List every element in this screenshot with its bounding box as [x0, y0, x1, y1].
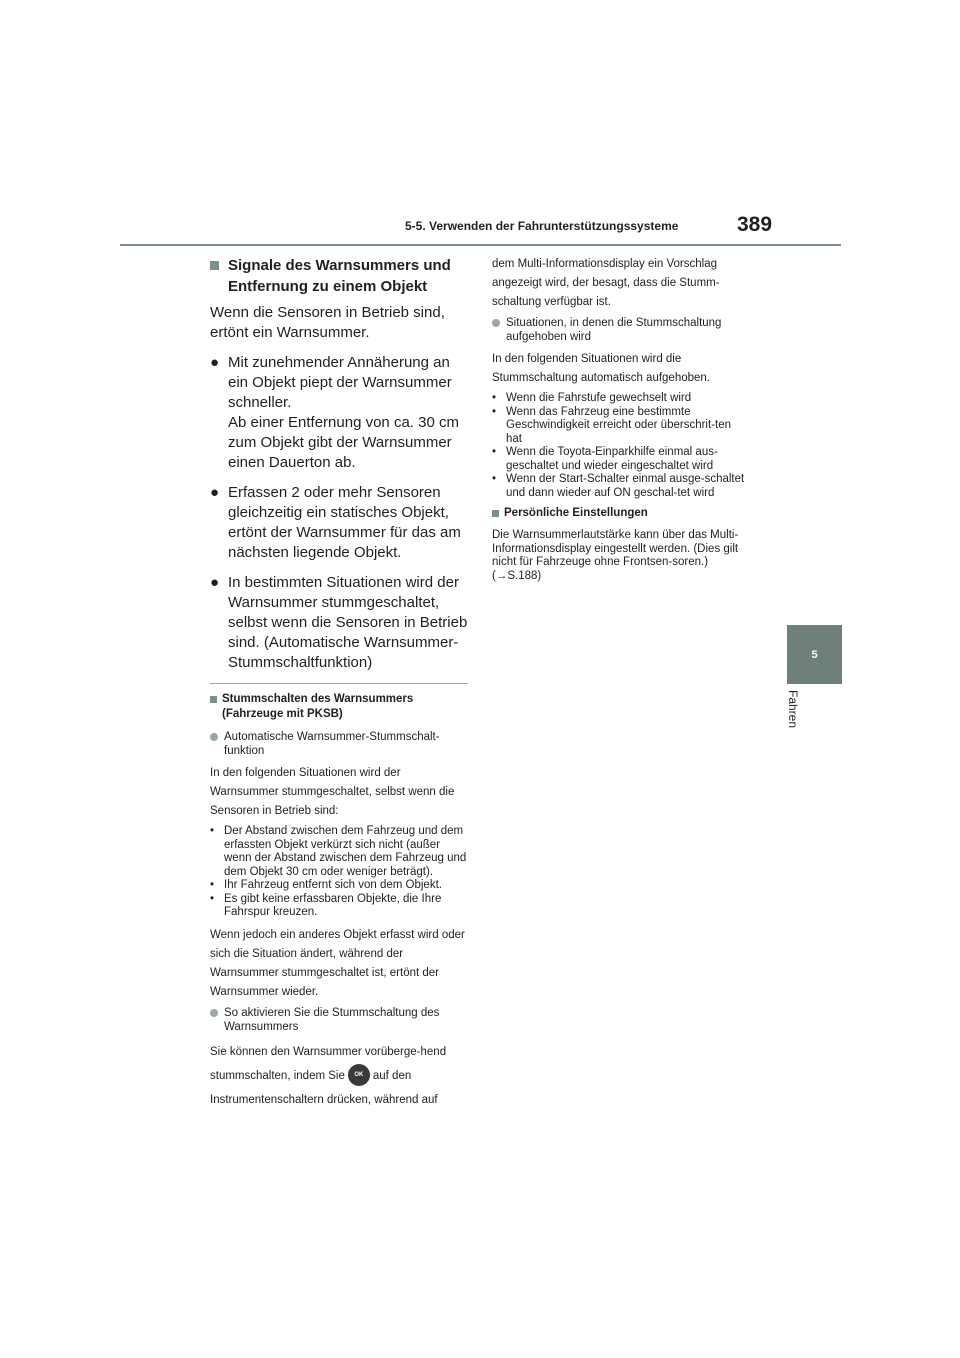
- circle-bullet-icon: [210, 733, 218, 741]
- paragraph: Wenn jedoch ein anderes Objekt erfasst wird oder sich die Situation ändert, während der Warnsummer stummgeschaltet ist, ertönt der Warnsummer wieder.: [210, 928, 465, 998]
- page-number: 389: [737, 213, 773, 236]
- paragraph: In den folgenden Situationen wird der Warnsummer stummgeschaltet, selbst wenn die Sensoren in Betrieb sind:: [210, 767, 455, 817]
- intro-text: Wenn die Sensoren in Betrieb sind, ertönt ein Warnsummer.: [210, 304, 445, 341]
- chapter-number: 5: [811, 648, 818, 661]
- section-title: 5-5. Verwenden der Fahrunterstützungssysteme: [405, 219, 679, 233]
- list-item: • Wenn das Fahrzeug eine bestimmte Geschwindigkeit erreicht oder überschrit-ten hat: [492, 405, 731, 445]
- heading-personal-settings: Persönliche Einstellungen: [492, 506, 748, 521]
- list-item: ● In bestimmten Situationen wird der Warnsummer stummgeschaltet, selbst wenn die Sensoren in Betrieb sind. (Automatische Warnsummer-Stummschaltfunktion): [210, 574, 468, 671]
- list-item: • Ihr Fahrzeug entfernt sich von dem Objekt.: [210, 879, 442, 891]
- list-item: ● Mit zunehmender Annäherung an ein Objekt piept der Warnsummer schneller. Ab einer Entfernung von ca. 30 cm zum Objekt gibt der Warnsummer einen Dauerton ab.: [210, 354, 459, 471]
- list-item: • Wenn die Fahrstufe gewechselt wird: [492, 392, 692, 404]
- chapter-tab[interactable]: [787, 625, 842, 684]
- bullet-dot-icon: ●: [210, 354, 220, 371]
- square-bullet-icon: [210, 696, 217, 703]
- list-item: • Der Abstand zwischen dem Fahrzeug und dem erfassten Objekt verkürzt sich nicht (außer wenn der Abstand zwischen dem Fahrzeug und dem Objekt 30 cm oder weniger beträgt).: [210, 825, 467, 878]
- list-item: • Es gibt keine erfassbaren Objekte, die Ihre Fahrspur kreuzen.: [210, 892, 442, 918]
- paragraph: Sie können den Warnsummer vorüberge-hend stummschalten, indem Sie OK auf den Instrumentenschaltern drücken, während auf: [210, 1045, 447, 1106]
- chapter-label-box: [786, 690, 800, 740]
- square-bullet-icon: [492, 510, 499, 517]
- bullet-dot-icon: ●: [210, 484, 220, 501]
- note-item: Automatische Warnsummer-Stummschalt-funktion: [210, 730, 468, 758]
- circle-bullet-icon: [492, 319, 500, 327]
- paragraph: In den folgenden Situationen wird die Stummschaltung automatisch aufgehoben.: [492, 353, 710, 384]
- right-column: [492, 255, 748, 587]
- bullet-dot-icon: ●: [210, 574, 220, 591]
- header-rule: [120, 244, 841, 246]
- note-item: Situationen, in denen die Stummschaltung aufgehoben wird: [492, 316, 748, 344]
- circle-bullet-icon: [210, 1009, 218, 1017]
- section-divider: [210, 683, 468, 684]
- heading-mute: Stummschalten des Warnsummers (Fahrzeuge mit PKSB): [210, 692, 468, 722]
- chapter-label: Fahren: [786, 690, 800, 729]
- note-item: So aktivieren Sie die Stummschaltung des Warnsummers: [210, 1006, 468, 1034]
- list-item: • Wenn die Toyota-Einparkhilfe einmal aus-geschaltet und wieder eingeschaltet wird: [492, 446, 718, 472]
- list-item: ● Erfassen 2 oder mehr Sensoren gleichzeitig ein statisches Objekt, ertönt der Warnsummer für das am nächsten liegende Objekt.: [210, 484, 461, 561]
- heading-warning-signals: Signale des Warnsummers und Entfernung zu einem Objekt: [210, 255, 468, 297]
- list-item: • Wenn der Start-Schalter einmal ausge-schaltet und dann wieder auf ON geschal-tet wird: [492, 473, 745, 499]
- ok-button-icon: OK: [348, 1064, 370, 1086]
- condition-list: [492, 392, 748, 500]
- left-column: [210, 255, 468, 1116]
- square-bullet-icon: [210, 261, 219, 270]
- condition-list: [210, 825, 468, 920]
- paragraph: Die Warnsummerlautstärke kann über das Multi-Informationsdisplay eingestellt werden. (Dies gilt nicht für Fahrzeuge ohne Frontsen-soren.) (→S.188): [492, 529, 739, 582]
- paragraph: dem Multi-Informationsdisplay ein Vorschlag angezeigt wird, der besagt, dass die Stumm-schaltung verfügbar ist.: [492, 258, 720, 308]
